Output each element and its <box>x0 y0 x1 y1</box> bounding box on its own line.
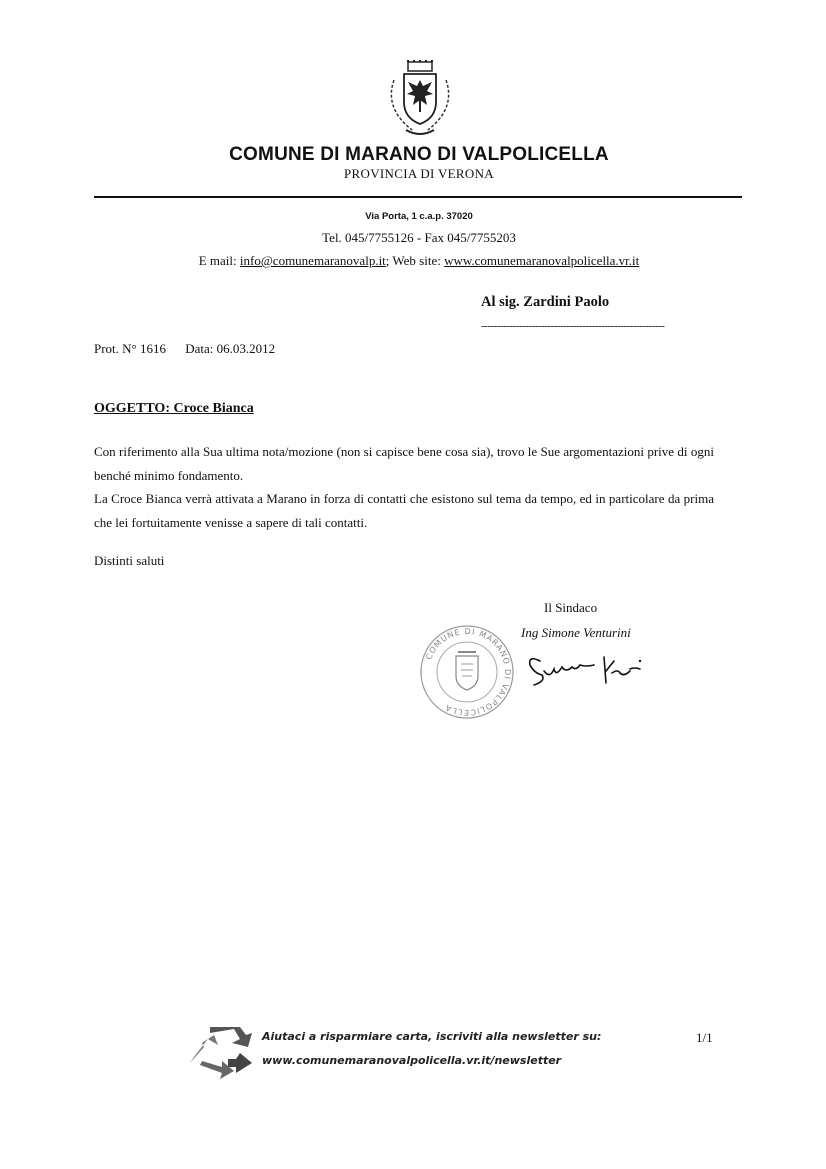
svg-text:COMUNE DI MARANO DI VALPOLICEL: COMUNE DI MARANO DI VALPOLICELLA <box>424 626 513 718</box>
email-label: E mail: <box>198 253 237 268</box>
subject-line: OGGETTO: Croce Bianca <box>94 401 254 416</box>
body-paragraph-2: La Croce Bianca verrà attivata a Marano in forza di contatti che esistono sul tema da tempo, ed in particolare da prima che lei fortuitamente venisse a sapere di tali contatti. <box>94 491 714 530</box>
signer-role: Il Sindaco <box>544 600 598 615</box>
header-divider <box>94 196 742 198</box>
province-subtitle: PROVINCIA DI VERONA <box>344 166 494 181</box>
recycle-icon <box>190 1025 262 1079</box>
protocol-number: Prot. N° 1616 <box>94 341 167 356</box>
recipient-dashed-line: ---------------------------------------------------------- <box>481 320 665 332</box>
email-link[interactable]: info@comunemaranovalp.it <box>239 253 386 268</box>
newsletter-prompt: Aiutaci a risparmiare carta, iscriviti alla newsletter su: <box>262 1030 602 1043</box>
handwritten-signature-icon <box>526 647 646 691</box>
municipal-seal-icon <box>412 622 522 722</box>
closing-salutation: Distinti saluti <box>94 553 165 568</box>
body-paragraph-1: Con riferimento alla Sua ultima nota/mozione (non si capisce bene cosa sia), trovo le Sue argomentazioni prive di ogni benché minimo fondamento. <box>94 444 714 483</box>
recipient-name: Al sig. Zardini Paolo <box>481 294 610 310</box>
protocol-info <box>94 341 275 357</box>
letter-body <box>94 440 714 534</box>
website-link[interactable]: www.comunemaranovalpolicella.vr.it <box>444 253 640 268</box>
postal-address: Via Porta, 1 c.a.p. 37020 <box>365 211 473 222</box>
municipality-title: COMUNE DI MARANO DI VALPOLICELLA <box>229 144 609 165</box>
newsletter-url[interactable]: www.comunemaranovalpolicella.vr.it/newsletter <box>262 1054 562 1067</box>
signer-name: Ing Simone Venturini <box>521 625 631 640</box>
coat-of-arms-icon <box>382 60 458 140</box>
phone-fax: Tel. 045/7755126 - Fax 045/7755203 <box>322 230 516 245</box>
protocol-date: Data: 06.03.2012 <box>185 341 276 356</box>
page-number: 1/1 <box>696 1030 713 1045</box>
contact-line <box>0 253 826 269</box>
web-label: ; Web site: <box>385 253 441 268</box>
